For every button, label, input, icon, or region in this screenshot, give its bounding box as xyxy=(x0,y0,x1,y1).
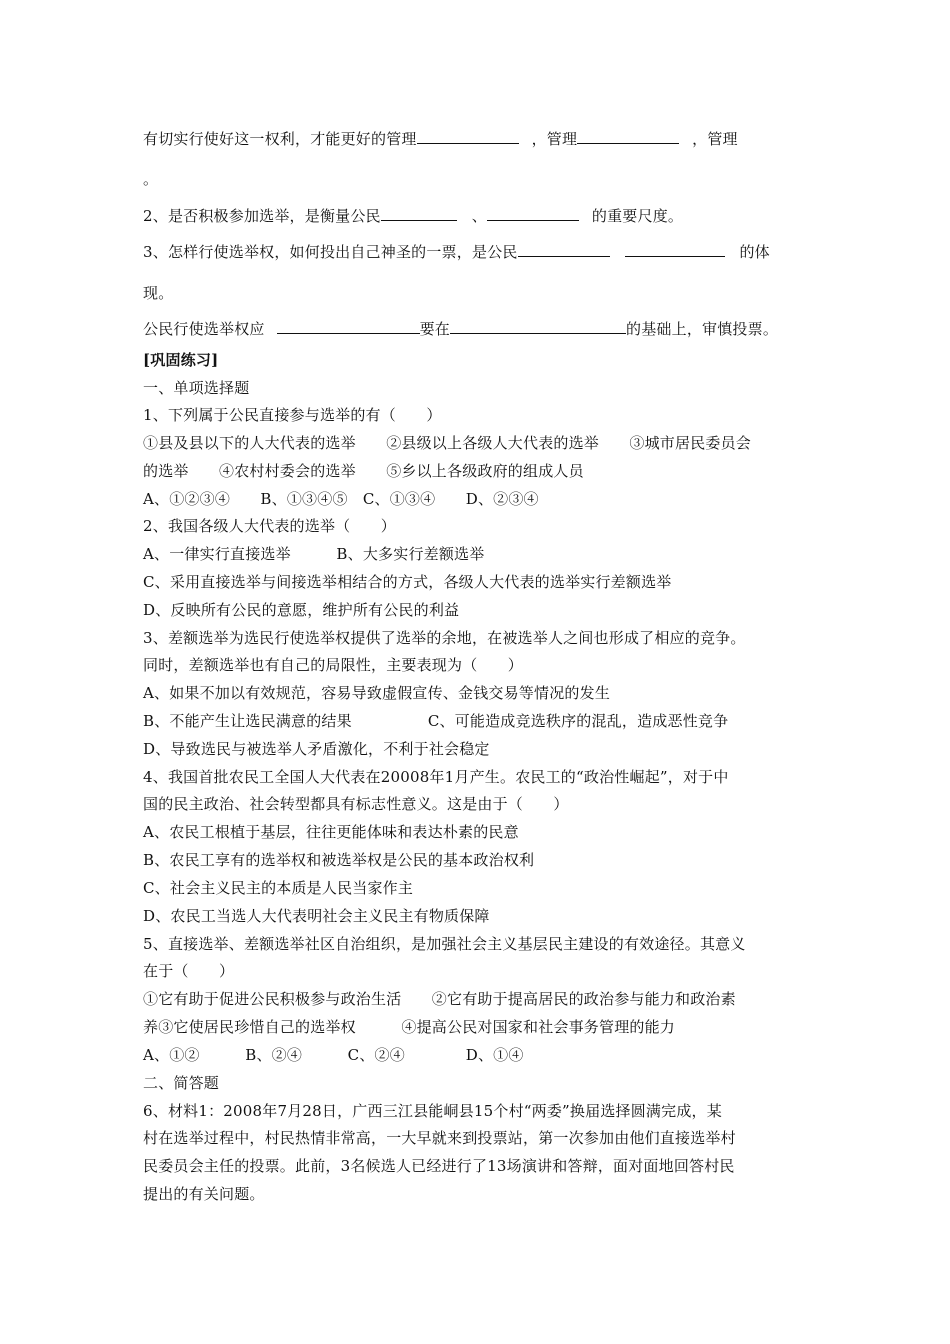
answer-choice: A、农民工根植于基层，往往更能体味和表达朴素的民意 xyxy=(143,823,519,841)
answer-choice: B、农民工享有的选举权和被选举权是公民的基本政治权利 xyxy=(143,851,535,869)
part-heading: 二、简答题 xyxy=(143,1074,220,1092)
answer-choice: C、社会主义民主的本质是人民当家作主 xyxy=(143,879,414,897)
answer-choices: A、①②③④ B、①③④⑤ C、①③④ D、②③④ xyxy=(143,490,539,508)
fill-text: 、 xyxy=(471,207,487,225)
question-stem: 5、直接选举、差额选举社区自治组织，是加强社会主义基层民主建设的有效途径。其意义 xyxy=(143,935,746,953)
answer-choice: D、反映所有公民的意愿，维护所有公民的利益 xyxy=(143,601,460,619)
answer-blank[interactable] xyxy=(417,128,519,144)
question-stem: 1、下列属于公民直接参与选举的有（ ） xyxy=(143,406,442,424)
question-options: 养③它使居民珍惜自己的选举权 ④提高公民对国家和社会事务管理的能力 xyxy=(143,1018,676,1036)
fill-text: ，管理 xyxy=(531,130,578,148)
fill-line-1 xyxy=(143,128,738,149)
part-heading: 一、单项选择题 xyxy=(143,379,250,397)
answer-blank[interactable] xyxy=(277,318,420,334)
fill-line-4 xyxy=(143,241,770,262)
answer-choice: A、如果不加以有效规范，容易导致虚假宣传、金钱交易等情况的发生 xyxy=(143,684,611,702)
question-stem: 2、我国各级人大代表的选举（ ） xyxy=(143,517,396,535)
fill-text: 公民行使选举权应 xyxy=(143,320,265,338)
fill-line-2: 。 xyxy=(143,170,159,188)
fill-line-3 xyxy=(143,205,683,226)
question-stem: 4、我国首批农民工全国人大代表在20008年1月产生。农民工的“政治性崛起”，对于中 xyxy=(143,768,729,786)
section-title: [巩固练习] xyxy=(143,351,219,369)
fill-line-5: 现。 xyxy=(143,284,174,302)
fill-text: 的重要尺度。 xyxy=(591,207,684,225)
answer-blank[interactable] xyxy=(450,318,626,334)
fill-text: 要在 xyxy=(419,320,451,338)
material-paragraph: 村在选举过程中，村民热情非常高，一大早就来到投票站，第一次参加由他们直接选举村 xyxy=(143,1129,736,1147)
question-options: ①它有助于促进公民积极参与政治生活 ②它有助于提高居民的政治参与能力和政治素 xyxy=(143,990,736,1008)
answer-blank[interactable] xyxy=(625,241,725,257)
fill-text: 的体 xyxy=(739,243,770,261)
answer-blank[interactable] xyxy=(381,205,457,221)
question-stem: 在于（ ） xyxy=(143,962,235,980)
answer-choices: A、①② B、②④ C、②④ D、①④ xyxy=(143,1046,524,1064)
answer-choice: D、导致选民与被选举人矛盾激化，不利于社会稳定 xyxy=(143,740,490,758)
material-paragraph: 提出的有关问题。 xyxy=(143,1185,265,1203)
question-options: 的选举 ④农村村委会的选举 ⑤乡以上各级政府的组成人员 xyxy=(143,462,584,480)
answer-blank[interactable] xyxy=(518,241,610,257)
material-paragraph: 6、材料1：2008年7月28日，广西三江县能峒县15个村“两委”换届选择圆满完成，某 xyxy=(143,1102,722,1120)
answer-blank[interactable] xyxy=(577,128,679,144)
answer-choice: C、采用直接选举与间接选举相结合的方式，各级人大代表的选举实行差额选举 xyxy=(143,573,672,591)
fill-text: 有切实行使好这一权利，才能更好的管理 xyxy=(143,130,417,148)
question-stem: 国的民主政治、社会转型都具有标志性意义。这是由于（ ） xyxy=(143,795,569,813)
answer-blank[interactable] xyxy=(487,205,579,221)
answer-choice: D、农民工当选人大代表明社会主义民主有物质保障 xyxy=(143,907,490,925)
fill-text: 3、怎样行使选举权，如何投出自己神圣的一票，是公民 xyxy=(143,243,518,261)
fill-text: 的基础上，审慎投票。 xyxy=(626,320,779,338)
material-paragraph: 民委员会主任的投票。此前，3名候选人已经进行了13场演讲和答辩，面对面地回答村民 xyxy=(143,1157,735,1175)
answer-choice: B、不能产生让选民满意的结果 C、可能造成竞选秩序的混乱，造成恶性竞争 xyxy=(143,712,729,730)
fill-text: ，管理 xyxy=(692,130,738,148)
question-stem: 3、差额选举为选民行使选举权提供了选举的余地，在被选举人之间也形成了相应的竞争。 xyxy=(143,629,746,647)
fill-line-6 xyxy=(143,318,778,339)
fill-text: 2、是否积极参加选举，是衡量公民 xyxy=(143,207,381,225)
question-stem: 同时，差额选举也有自己的局限性，主要表现为（ ） xyxy=(143,656,524,674)
answer-choice: A、一律实行直接选举 B、大多实行差额选举 xyxy=(143,545,485,563)
question-options: ①县及县以下的人大代表的选举 ②县级以上各级人大代表的选举 ③城市居民委员会 xyxy=(143,434,752,452)
